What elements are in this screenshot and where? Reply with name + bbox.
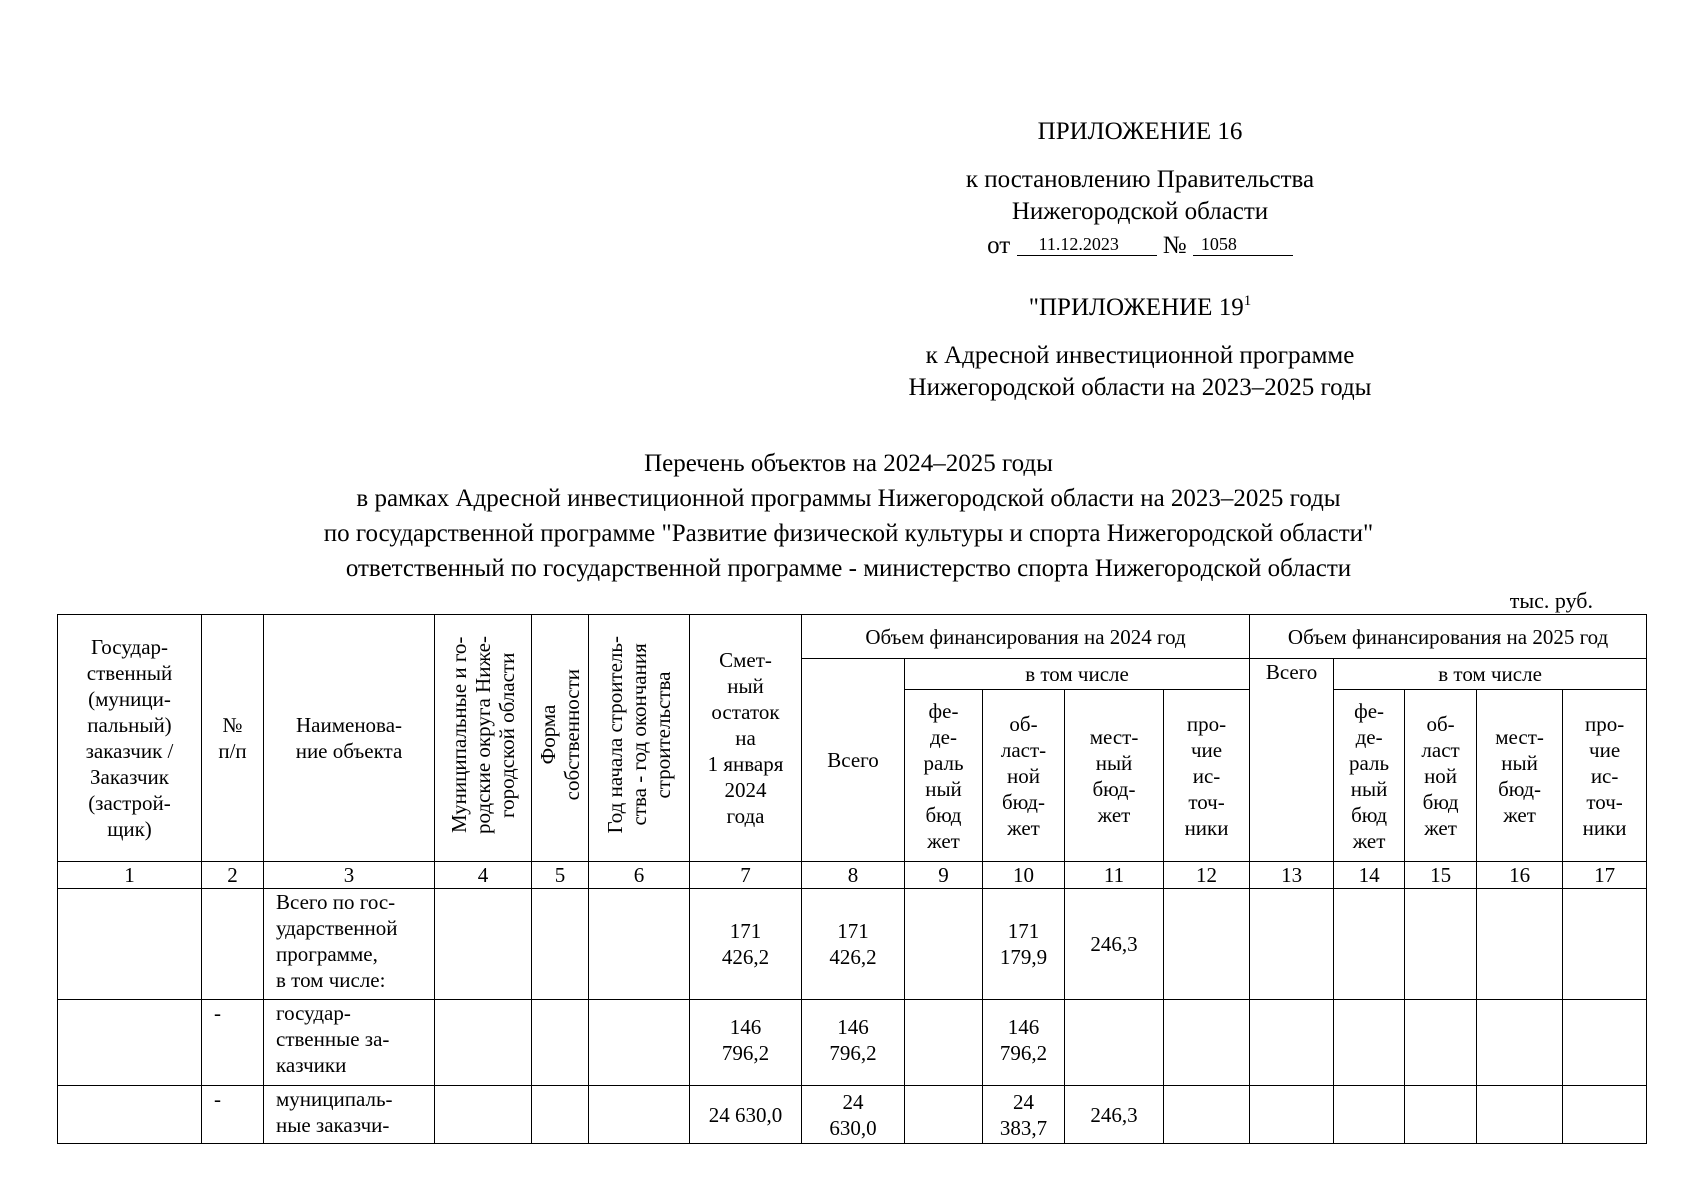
- column-number: 8: [802, 862, 905, 889]
- local-2024-cell: 246,3: [1065, 889, 1164, 1000]
- federal-2025-cell: [1334, 889, 1405, 1000]
- local-2025-cell: [1477, 889, 1563, 1000]
- total-2024-cell: 146 796,2: [802, 1000, 905, 1086]
- table-row: [58, 1000, 1647, 1086]
- object-name-cell: государ- ственные за- казчики: [264, 1000, 435, 1086]
- table-row: [58, 889, 1647, 1000]
- customer-cell: [58, 1000, 202, 1086]
- regional-2025-cell: [1405, 1086, 1477, 1144]
- column-number: 14: [1334, 862, 1405, 889]
- federal-2024-cell: [905, 1086, 983, 1144]
- column-numbers-row: [58, 862, 1647, 889]
- other-2025-cell: [1563, 1086, 1647, 1144]
- municipal-cell: [435, 1086, 532, 1144]
- federal-2024-cell: [905, 1000, 983, 1086]
- years-cell: [589, 1086, 690, 1144]
- customer-cell: [58, 889, 202, 1000]
- other-2024-cell: [1164, 1000, 1250, 1086]
- appendix-line-1: к Адресной инвестиционной программе: [925, 342, 1355, 369]
- header-years-text: Год начала строитель- ства - год окончания строительства: [603, 636, 675, 834]
- header-other-2024: про- чие ис- точ- ники: [1164, 690, 1250, 862]
- appendix-block: [860, 292, 1420, 404]
- header-financing-2025: Объем финансирования на 2025 год: [1250, 615, 1647, 659]
- regional-2025-cell: [1405, 1000, 1477, 1086]
- regional-2024-cell: 146 796,2: [983, 1000, 1065, 1086]
- header-municipal: [435, 615, 532, 862]
- appendix-title-text: "ПРИЛОЖЕНИЕ 19: [1028, 294, 1244, 321]
- remainder-cell: 146 796,2: [690, 1000, 802, 1086]
- years-cell: [589, 889, 690, 1000]
- title-line-4: ответственный по государственной программе - министерство спорта Нижегородской области: [345, 555, 1352, 582]
- date-prefix: от: [987, 232, 1011, 259]
- appendix-title: [860, 292, 1420, 324]
- header-local-2024: мест- ный бюд- жет: [1065, 690, 1164, 862]
- approval-block: [880, 116, 1400, 262]
- remainder-cell: 171 426,2: [690, 889, 802, 1000]
- title-line-2: в рамках Адресной инвестиционной программы Нижегородской области на 2023–2025 годы: [356, 485, 1341, 512]
- regional-2024-cell: 171 179,9: [983, 889, 1065, 1000]
- local-2025-cell: [1477, 1086, 1563, 1144]
- appendix-title-superscript: 1: [1243, 293, 1252, 309]
- approval-line-1: к постановлению Правительства: [965, 166, 1315, 193]
- header-regional-2025: об- ласт ной бюд жет: [1405, 690, 1477, 862]
- title-line-1: Перечень объектов на 2024–2025 годы: [644, 450, 1053, 477]
- header-including-2024: в том числе: [905, 659, 1250, 690]
- object-name-cell: Всего по гос- ударственной программе, в том числе:: [264, 889, 435, 1000]
- local-2024-cell: [1065, 1000, 1164, 1086]
- municipal-cell: [435, 1000, 532, 1086]
- document-date: 11.12.2023: [1017, 233, 1157, 256]
- header-row-1: [58, 615, 1647, 659]
- table-row: [58, 1086, 1647, 1144]
- column-number: 10: [983, 862, 1065, 889]
- customer-cell: [58, 1086, 202, 1144]
- header-other-2025: про- чие ис- точ- ники: [1563, 690, 1647, 862]
- number-cell: -: [202, 1086, 264, 1144]
- remainder-cell: 24 630,0: [690, 1086, 802, 1144]
- regional-2025-cell: [1405, 889, 1477, 1000]
- column-number: 16: [1477, 862, 1563, 889]
- number-cell: -: [202, 1000, 264, 1086]
- header-regional-2024: об- ласт- ной бюд- жет: [983, 690, 1065, 862]
- approval-appendix-title: ПРИЛОЖЕНИЕ 16: [1037, 118, 1243, 145]
- header-years: [589, 615, 690, 862]
- header-customer: Государ- ственный (муници- пальный) заказчик / Заказчик (застрой- щик): [58, 615, 202, 862]
- total-2025-cell: [1250, 889, 1334, 1000]
- header-total-2025: Всего: [1250, 659, 1334, 862]
- other-2024-cell: [1164, 1086, 1250, 1144]
- document-number: 1058: [1193, 233, 1293, 256]
- total-2025-cell: [1250, 1086, 1334, 1144]
- ownership-cell: [532, 1086, 589, 1144]
- other-2024-cell: [1164, 889, 1250, 1000]
- total-2024-cell: 24 630,0: [802, 1086, 905, 1144]
- appendix-line-2: Нижегородской области на 2023–2025 годы: [908, 374, 1372, 401]
- column-number: 13: [1250, 862, 1334, 889]
- total-2024-cell: 171 426,2: [802, 889, 905, 1000]
- years-cell: [589, 1000, 690, 1086]
- column-number: 7: [690, 862, 802, 889]
- approval-line-2: Нижегородской области: [1011, 198, 1269, 225]
- number-cell: [202, 889, 264, 1000]
- header-ownership-text: Форма собственности: [536, 669, 584, 801]
- column-number: 15: [1405, 862, 1477, 889]
- local-2024-cell: 246,3: [1065, 1086, 1164, 1144]
- column-number: 12: [1164, 862, 1250, 889]
- federal-2025-cell: [1334, 1000, 1405, 1086]
- other-2025-cell: [1563, 1000, 1647, 1086]
- document-title: [0, 446, 1697, 586]
- column-number: 9: [905, 862, 983, 889]
- column-number: 3: [264, 862, 435, 889]
- header-total-2024: Всего: [802, 659, 905, 862]
- column-number: 5: [532, 862, 589, 889]
- column-number: 1: [58, 862, 202, 889]
- objects-table: [57, 614, 1647, 1144]
- header-local-2025: мест- ный бюд- жет: [1477, 690, 1563, 862]
- header-federal-2025: фе- де- раль ный бюд жет: [1334, 690, 1405, 862]
- ownership-cell: [532, 1000, 589, 1086]
- header-number: № п/п: [202, 615, 264, 862]
- regional-2024-cell: 24 383,7: [983, 1086, 1065, 1144]
- column-number: 6: [589, 862, 690, 889]
- total-2025-cell: [1250, 1000, 1334, 1086]
- header-municipal-text: Муниципальные и го- родские округа Ниже- городской области: [447, 636, 519, 834]
- header-including-2025: в том числе: [1334, 659, 1647, 690]
- number-prefix: №: [1162, 232, 1187, 259]
- column-number: 2: [202, 862, 264, 889]
- local-2025-cell: [1477, 1000, 1563, 1086]
- header-financing-2024: Объем финансирования на 2024 год: [802, 615, 1250, 659]
- units-label: тыс. руб.: [1509, 588, 1593, 613]
- municipal-cell: [435, 889, 532, 1000]
- title-line-3: по государственной программе "Развитие физической культуры и спорта Нижегородской области": [323, 520, 1374, 547]
- federal-2024-cell: [905, 889, 983, 1000]
- federal-2025-cell: [1334, 1086, 1405, 1144]
- ownership-cell: [532, 889, 589, 1000]
- header-ownership: [532, 615, 589, 862]
- header-federal-2024: фе- де- раль ный бюд жет: [905, 690, 983, 862]
- column-number: 17: [1563, 862, 1647, 889]
- column-number: 11: [1065, 862, 1164, 889]
- column-number: 4: [435, 862, 532, 889]
- object-name-cell: муниципаль- ные заказчи-: [264, 1086, 435, 1144]
- approval-date-line: [880, 230, 1400, 262]
- other-2025-cell: [1563, 889, 1647, 1000]
- header-object-name: Наименова- ние объекта: [264, 615, 435, 862]
- header-remainder: Смет- ный остаток на 1 января 2024 года: [690, 615, 802, 862]
